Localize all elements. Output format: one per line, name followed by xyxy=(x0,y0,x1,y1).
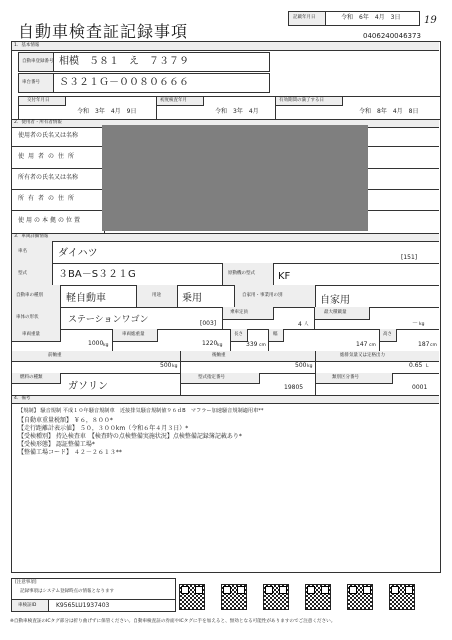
capacity-unit: 人 xyxy=(304,322,309,327)
maker-row xyxy=(12,241,439,264)
reg-no-box xyxy=(18,52,270,72)
height-value: 187 xyxy=(418,341,430,348)
shape-row xyxy=(12,307,439,330)
displacement-value: 0.65 xyxy=(409,362,423,369)
use-label: 用途 xyxy=(152,293,161,298)
gross-unit: kg xyxy=(217,343,223,348)
category-label: 類別区分番号 xyxy=(332,375,359,380)
qr-code-6 xyxy=(389,584,415,610)
issue-date-label: 記載年月日 xyxy=(293,15,316,20)
first-reg-label: 初度検査年月 xyxy=(160,98,187,103)
maxload-value: － xyxy=(412,320,419,327)
document-title: 自動車検査証記録事項 xyxy=(18,22,189,41)
width-label: 幅 xyxy=(273,332,278,337)
qr-code-4 xyxy=(305,584,331,610)
gross-label: 車両総重量 xyxy=(122,332,145,337)
rear-axle-unit: kg xyxy=(307,364,313,369)
height-unit: cm xyxy=(430,343,437,348)
kind-value: 軽自動車 xyxy=(66,293,106,304)
capacity-label: 乗車定員 xyxy=(230,310,248,315)
gross-value: 1220 xyxy=(202,340,218,347)
axle-row xyxy=(12,351,439,374)
shape-value: ステーションワゴン xyxy=(68,315,149,325)
fuel-label: 燃料の種類 xyxy=(20,375,43,380)
weight-value: 1000 xyxy=(88,340,104,347)
remark-line: 【規制】 騒音規制 平成１０年騒音規制車 近接排気騒音規制値９６ｄB マフラー加速騒音規制適用車** xyxy=(18,408,264,414)
remark-line: 【自動車重量税額】 ￥６，８００* xyxy=(18,417,113,424)
business-value: 自家用 xyxy=(320,295,350,306)
shape-code: [003] xyxy=(200,320,217,327)
width-unit: cm xyxy=(369,343,376,348)
model-value: ３BA－S３２１G xyxy=(58,269,136,280)
model-row xyxy=(12,263,439,286)
displacement-unit: L xyxy=(426,364,429,369)
qr-code-3 xyxy=(263,584,289,610)
business-label: 自家用・事業用の別 xyxy=(242,293,283,298)
kind-label: 自動車の種別 xyxy=(16,293,43,298)
page-number: 19 xyxy=(424,15,437,26)
shape-label: 車体の形状 xyxy=(16,315,39,320)
chassis-value: Ｓ３２１Ｇ－００８０６６６ xyxy=(59,77,189,88)
model-label: 型式 xyxy=(18,271,27,276)
engine-value: KF xyxy=(278,271,291,282)
user-name-label: 使用者の氏名又は名称 xyxy=(18,132,79,139)
notes-heading: [注意事項] xyxy=(15,580,37,585)
expiry-value: 令和 8年 4月 8日 xyxy=(359,108,419,115)
fuel-row xyxy=(12,373,439,396)
owner-address-label: 所有者の住所 xyxy=(18,195,79,202)
dates-row xyxy=(18,96,440,120)
rear-axle-value: 500 xyxy=(295,362,307,369)
qr-code-1 xyxy=(179,584,205,610)
owner-name-label: 所有者の氏名又は名称 xyxy=(18,174,79,181)
rear-axle-label: 後軸重 xyxy=(212,353,226,358)
length-label: 長さ xyxy=(234,332,243,337)
maker-value: ダイハツ xyxy=(58,248,98,259)
issue-date-box xyxy=(288,11,420,26)
width-value: 147 xyxy=(356,341,368,348)
qr-code-5 xyxy=(347,584,373,610)
qr-code-2 xyxy=(221,584,247,610)
notes-text: 記録事項はシステム登録時点の情報となります xyxy=(20,589,115,594)
section4-heading: 4．備考 xyxy=(14,396,31,401)
section2-heading: 2．使用者・所有者情報 xyxy=(14,120,62,125)
maker-label: 車名 xyxy=(18,249,27,254)
weight-row xyxy=(12,329,439,352)
weight-unit: kg xyxy=(103,343,109,348)
base-location-label: 使用の本拠の位置 xyxy=(18,217,83,224)
use-value: 乗用 xyxy=(182,293,202,304)
cert-id-value: K9565LU1937403 xyxy=(56,602,110,609)
redacted-block xyxy=(102,125,368,231)
remark-line: 【受検形態】 認証整備工場* xyxy=(18,441,95,448)
weight-label: 車両重量 xyxy=(22,332,40,337)
designation-value: 19805 xyxy=(284,384,304,391)
chassis-label: 車台番号 xyxy=(22,80,40,85)
category-value: 0001 xyxy=(412,384,428,391)
front-axle-value: 500 xyxy=(160,362,172,369)
displacement-label: 総排気量又は定格出力 xyxy=(340,353,385,358)
reg-no-value: 相模 ５８１ え ７３７９ xyxy=(59,56,189,67)
designation-label: 型式指定番号 xyxy=(198,375,225,380)
maxload-unit: kg xyxy=(419,322,425,327)
kind-row xyxy=(12,285,439,308)
remark-line: 【受検種別】 持込検査車 【検査時の点検整備実施状況】点検整備記録簿記載あり* xyxy=(18,433,242,440)
expiry-label: 有効期間の満了する日 xyxy=(279,98,324,103)
maxload-label: 最大積載量 xyxy=(324,310,347,315)
cert-id-label: 車検証ID xyxy=(18,603,37,608)
remark-line: 【整備工場コード】 ４２－２６１３** xyxy=(18,449,122,456)
issue-value: 令和 3年 4月 9日 xyxy=(77,108,137,115)
maker-code: [151] xyxy=(401,254,418,261)
record-number: 0406240046373 xyxy=(363,32,421,40)
section3-heading: 3．車両詳細情報 xyxy=(14,234,49,239)
issue-label: 交付年月日 xyxy=(27,98,50,103)
issue-date-value: 令和 6年 4月 3日 xyxy=(341,14,401,21)
engine-label: 原動機の型式 xyxy=(228,271,255,276)
section1-heading: 1．基本情報 xyxy=(14,43,40,48)
chassis-box xyxy=(18,73,270,93)
user-address-label: 使用者の住所 xyxy=(18,153,79,160)
length-unit: cm xyxy=(259,343,266,348)
first-reg-value: 令和 3年 4月 xyxy=(215,108,259,115)
fuel-value: ガソリン xyxy=(68,381,108,392)
front-axle-unit: kg xyxy=(172,364,178,369)
front-axle-label: 前軸重 xyxy=(48,353,62,358)
notes-box xyxy=(11,578,176,612)
reg-no-label: 自動車登録番号 xyxy=(22,59,54,64)
height-label: 高さ xyxy=(383,332,392,337)
remark-line: 【走行距離計表示値】 ５０，３００km（令和６年４月３日）* xyxy=(18,425,189,432)
length-value: 339 xyxy=(246,341,258,348)
capacity-value: 4 xyxy=(298,321,302,328)
bottom-notice: ※自動車検査証のICタグ部分は折り曲げずに保管ください。自動車検査証の券面やICタグに手を加えると、無効となる可能性がありますのでご注意ください。 xyxy=(10,619,336,624)
